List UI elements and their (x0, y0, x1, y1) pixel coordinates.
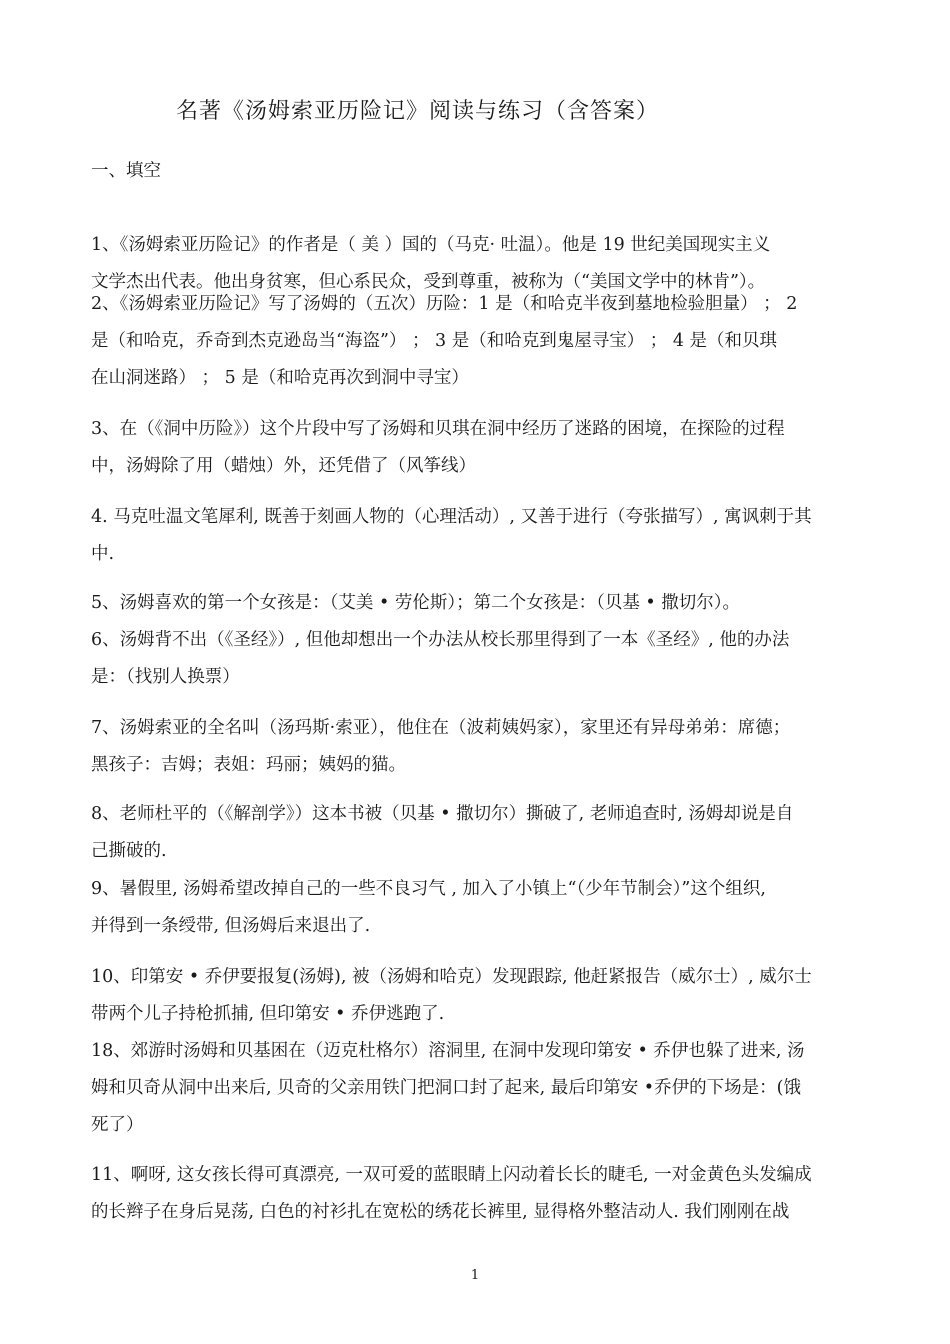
question-4: 4. 马克吐温文笔犀利, 既善于刻画人物的（心理活动）, 又善于进行（夸张描写）, 寓讽刺于其 中. (91, 507, 812, 564)
question-3: 3、在（《洞中历险》）这个片段中写了汤姆和贝琪在洞中经历了迷路的困境，在探险的过程 中，汤姆除了用（蜡烛）外，还凭借了（风筝线） (91, 419, 785, 476)
question-2: 2、《汤姆索亚历险记》写了汤姆的（五次）历险：1 是（和哈克半夜到墓地检验胆量） ； 2 是（和哈克，乔奇到杰克逊岛当“海盗”） ； 3 是（和哈克到鬼屋寻宝） ； 4 是（和贝琪 在山洞迷路） ； 5 是（和哈克再次到洞中寻宝） (91, 294, 798, 388)
question-7: 7、汤姆索亚的全名叫（汤玛斯·索亚），他住在（波莉姨妈家），家里还有异母弟弟：席德； 黑孩子：吉姆；表姐：玛丽；姨妈的猫。 (91, 718, 791, 775)
page-number: 1 (470, 1268, 480, 1283)
question-18: 18、郊游时汤姆和贝基困在（迈克杜格尔）溶洞里, 在洞中发现印第安 • 乔伊也躲了进来, 汤 姆和贝奇从洞中出来后, 贝奇的父亲用铁门把洞口封了起来, 最后印第安 •乔伊的下场是：(饿 死了） (91, 1041, 805, 1135)
question-9: 9、暑假里, 汤姆希望改掉自己的一些不良习气 , 加入了小镇上“（少年节制会）”这个组织, 并得到一条绶带, 但汤姆后来退出了. (91, 879, 766, 936)
question-10: 10、印第安 • 乔伊要报复(汤姆), 被（汤姆和哈克）发现跟踪, 他赶紧报告（威尔士）, 威尔士 带两个儿子持枪抓捕, 但印第安 • 乔伊逃跑了. (91, 967, 812, 1024)
question-6: 6、汤姆背不出（《圣经》）, 但他却想出一个办法从校长那里得到了一本《圣经》, 他的办法 是：（找别人换票） (91, 630, 790, 687)
section-heading: 一、填空 (91, 161, 161, 181)
document-title: 名著《汤姆索亚历险记》阅读与练习（含答案） (176, 99, 660, 124)
question-8: 8、老师杜平的（《解剖学》）这本书被（贝基 • 撒切尔）撕破了, 老师追查时, 汤姆却说是自 己撕破的. (91, 804, 794, 861)
question-11: 11、啊呀, 这女孩长得可真漂亮, 一双可爱的蓝眼睛上闪动着长长的睫毛, 一对金黄色头发编成 的长辫子在身后晃荡, 白色的衬衫扎在宽松的绣花长裤里, 显得格外整洁动人. 我们刚刚在战 (91, 1165, 812, 1222)
question-1: 1、《汤姆索亚历险记》的作者是（ 美 ）国的（马克· 吐温）。他是 19 世纪美国现实主义 文学杰出代表。他出身贫寒，但心系民众，受到尊重，被称为（“美国文学中的林肯”）。 (91, 235, 771, 292)
question-5: 5、汤姆喜欢的第一个女孩是：（艾美 • 劳伦斯）；第二个女孩是：（贝基 • 撒切尔）。 (91, 593, 741, 613)
